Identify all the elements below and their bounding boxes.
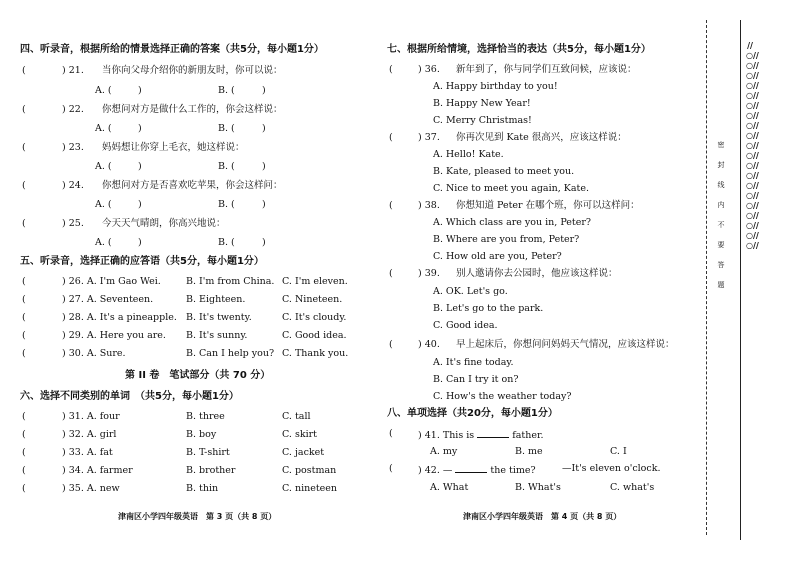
q29 xyxy=(20,330,450,342)
option-b[interactable]: B. ( xyxy=(218,237,235,248)
option-b[interactable]: B. Can I try it on? xyxy=(433,374,519,385)
option-a[interactable]: ) 29. A. Here you are. xyxy=(62,330,166,341)
question-25-text: 今天天气晴朗，你高兴地说： xyxy=(102,218,226,229)
question-39-text: 别人邀请你去公园时，他应该这样说： xyxy=(456,268,618,279)
option-b-close: ) xyxy=(262,85,266,96)
q28 xyxy=(20,312,450,324)
question-40-text: 早上起床后，你想问问妈妈天气情况，应该这样说： xyxy=(456,339,675,350)
option-a[interactable]: A. ( xyxy=(95,237,112,248)
option-b[interactable]: B. thin xyxy=(186,483,219,494)
option-b[interactable]: B. ( xyxy=(218,199,235,210)
option-b[interactable]: B. Happy New Year! xyxy=(433,98,531,109)
option-a-close: ) xyxy=(138,237,142,248)
seal-char: 线 xyxy=(717,181,725,189)
binding-line xyxy=(746,40,758,530)
option-a[interactable]: A. ( xyxy=(95,123,112,134)
option-a[interactable]: ) 32. A. girl xyxy=(62,429,117,440)
option-b[interactable]: B. me xyxy=(515,446,543,457)
answer-blank[interactable] xyxy=(455,463,487,473)
answer-paren[interactable]: ( xyxy=(22,330,26,341)
option-b-close: ) xyxy=(262,199,266,210)
question-25: ) 25. xyxy=(62,218,84,229)
q32 xyxy=(20,429,450,441)
q35 xyxy=(20,483,450,495)
answer-paren[interactable]: ( xyxy=(22,65,26,76)
option-a[interactable]: A. Which class are you in, Peter? xyxy=(433,217,592,228)
option-a[interactable]: ) 27. A. Seventeen. xyxy=(62,294,154,305)
option-a[interactable]: ) 35. A. new xyxy=(62,483,120,494)
section-8-title: 八、单项选择（共20分，每小题1分） xyxy=(387,408,558,419)
question-36-text: 新年到了，你与同学们互致问候，应该说： xyxy=(456,64,637,75)
option-c[interactable]: C. Merry Christmas! xyxy=(433,115,532,126)
option-b[interactable]: B. brother xyxy=(186,465,236,476)
option-a[interactable]: A. Happy birthday to you! xyxy=(433,81,558,92)
option-c[interactable]: C. jacket xyxy=(282,447,325,458)
answer-paren[interactable]: ( xyxy=(389,64,393,75)
option-a[interactable]: ) 30. A. Sure. xyxy=(62,348,126,359)
q33 xyxy=(20,447,450,459)
option-a[interactable]: A. Hello! Kate. xyxy=(433,149,504,160)
answer-paren[interactable]: ( xyxy=(389,428,393,439)
option-c[interactable]: C. what's xyxy=(610,482,655,493)
answer-paren[interactable]: ( xyxy=(22,348,26,359)
seal-char: 要 xyxy=(717,241,725,249)
question-42-pre: ) 42. — xyxy=(418,465,453,476)
option-a[interactable]: A. ( xyxy=(95,161,112,172)
option-c[interactable]: C. nineteen xyxy=(282,483,338,494)
option-a[interactable]: A. ( xyxy=(95,199,112,210)
q30 xyxy=(20,348,450,360)
question-24-text: 你想问对方是否喜欢吃苹果，你会这样问： xyxy=(102,180,283,191)
option-b[interactable]: B. It's twenty. xyxy=(186,312,252,323)
q31 xyxy=(20,411,450,423)
option-a[interactable]: ) 26. A. I'm Gao Wei. xyxy=(62,276,161,287)
answer-paren[interactable]: ( xyxy=(22,294,26,305)
question-22: ) 22. xyxy=(62,104,84,115)
option-c[interactable]: C. Thank you. xyxy=(282,348,349,359)
option-a[interactable]: A. ( xyxy=(95,85,112,96)
question-36: ) 36. xyxy=(418,64,440,75)
option-b[interactable]: B. T-shirt xyxy=(186,447,230,458)
answer-paren[interactable]: ( xyxy=(22,276,26,287)
answer-paren[interactable]: ( xyxy=(22,312,26,323)
option-b[interactable]: B. Eighteen. xyxy=(186,294,246,305)
option-b[interactable]: B. What's xyxy=(515,482,561,493)
option-b-close: ) xyxy=(262,123,266,134)
answer-blank[interactable] xyxy=(477,428,509,438)
option-c[interactable]: C. How old are you, Peter? xyxy=(433,251,562,262)
question-21: ) 21. xyxy=(62,65,84,76)
option-b[interactable]: B. boy xyxy=(186,429,217,440)
option-a-close: ) xyxy=(138,199,142,210)
option-b[interactable]: B. Can I help you? xyxy=(186,348,275,359)
answer-paren[interactable]: ( xyxy=(389,463,393,474)
option-c[interactable]: C. skirt xyxy=(282,429,317,440)
question-37: ) 37. xyxy=(418,132,440,143)
option-b[interactable]: B. three xyxy=(186,411,225,422)
seal-char: 内 xyxy=(717,201,725,209)
seal-char: 题 xyxy=(717,281,725,289)
option-b[interactable]: B. ( xyxy=(218,85,235,96)
answer-paren[interactable]: ( xyxy=(389,268,393,279)
section-4-title: 四、听录音，根据所给的情景选择正确的答案（共5分，每小题1分） xyxy=(20,44,324,55)
question-40: ) 40. xyxy=(418,339,440,350)
option-b[interactable]: B. Kate, pleased to meet you. xyxy=(433,166,575,177)
seal-char: 不 xyxy=(717,221,725,229)
binding-border xyxy=(740,20,741,540)
option-b[interactable]: B. ( xyxy=(218,161,235,172)
section-6-title: 六、选择不同类别的单词 （共5分，每小题1分） xyxy=(20,391,239,402)
option-a[interactable]: A. It's fine today. xyxy=(433,357,514,368)
question-24: ) 24. xyxy=(62,180,84,191)
question-38-text: 你想知道 Peter 在哪个班，你可以这样问： xyxy=(456,200,640,211)
question-23-text: 妈妈想让你穿上毛衣，她这样说： xyxy=(102,142,245,153)
seal-text xyxy=(713,135,729,415)
option-c[interactable]: C. postman xyxy=(282,465,337,476)
option-c[interactable]: C. Good idea. xyxy=(282,330,347,341)
seal-char: 封 xyxy=(717,161,725,169)
option-c[interactable]: C. I xyxy=(610,446,627,457)
question-38: ) 38. xyxy=(418,200,440,211)
section-5-title: 五、听录音，选择正确的应答语（共5分，每小题1分） xyxy=(20,256,264,267)
option-b-close: ) xyxy=(262,237,266,248)
question-41 xyxy=(418,428,543,442)
option-b[interactable]: B. Where are you from, Peter? xyxy=(433,234,580,245)
answer-paren[interactable]: ( xyxy=(22,447,26,458)
answer-paren[interactable]: ( xyxy=(22,483,26,494)
question-23: ) 23. xyxy=(62,142,84,153)
seal-char: 密 xyxy=(717,141,725,149)
binding-text: //○//○//○//○//○//○//○//○//○//○//○//○//○//○//○//○//○//○//○//○// xyxy=(746,40,759,250)
question-42-response: —It's eleven o'clock. xyxy=(562,463,661,474)
option-a[interactable]: A. my xyxy=(430,446,458,457)
page-3-footer: 津南区小学四年级英语 第 3 页（共 8 页） xyxy=(118,512,277,521)
option-a[interactable]: A. OK. Let's go. xyxy=(433,286,508,297)
option-a[interactable]: ) 34. A. farmer xyxy=(62,465,133,476)
option-c[interactable]: C. Good idea. xyxy=(433,320,498,331)
option-b-close: ) xyxy=(262,161,266,172)
option-a[interactable]: ) 33. A. fat xyxy=(62,447,113,458)
answer-paren[interactable]: ( xyxy=(22,411,26,422)
answer-paren[interactable]: ( xyxy=(22,142,26,153)
answer-paren[interactable]: ( xyxy=(22,429,26,440)
answer-paren[interactable]: ( xyxy=(22,180,26,191)
option-a[interactable]: ) 28. A. It's a pineapple. xyxy=(62,312,177,323)
option-b[interactable]: B. ( xyxy=(218,123,235,134)
answer-paren[interactable]: ( xyxy=(389,339,393,350)
answer-paren[interactable]: ( xyxy=(389,200,393,211)
question-41-pre: ) 41. This is xyxy=(418,430,475,441)
q34 xyxy=(20,465,453,477)
question-22-text: 你想问对方是做什么工作的，你会这样说： xyxy=(102,104,283,115)
answer-paren[interactable]: ( xyxy=(22,218,26,229)
option-a-close: ) xyxy=(138,85,142,96)
option-b[interactable]: B. I'm from China. xyxy=(186,276,275,287)
part-2-heading: 第 II 卷 笔试部分（共 70 分） xyxy=(125,370,271,381)
option-a[interactable]: ) 31. A. four xyxy=(62,411,120,422)
question-41-post: father. xyxy=(512,430,544,441)
question-21-text: 当你向父母介绍你的新朋友时，你可以说： xyxy=(102,65,283,76)
option-a-close: ) xyxy=(138,123,142,134)
question-39: ) 39. xyxy=(418,268,440,279)
seal-char: 答 xyxy=(717,261,725,269)
option-c[interactable]: C. Nice to meet you again, Kate. xyxy=(433,183,589,194)
answer-paren[interactable]: ( xyxy=(22,465,26,476)
option-b[interactable]: B. Let's go to the park. xyxy=(433,303,544,314)
option-a-close: ) xyxy=(138,161,142,172)
question-37-text: 你再次见到 Kate 很高兴，应该这样说： xyxy=(456,132,627,143)
option-c[interactable]: C. How's the weather today? xyxy=(433,391,572,402)
section-7-title: 七、根据所给情境，选择恰当的表达（共5分，每小题1分） xyxy=(387,44,651,55)
q26 xyxy=(20,276,450,288)
page-4-footer: 津南区小学四年级英语 第 4 页（共 8 页） xyxy=(463,512,622,521)
question-42-post: the time? xyxy=(490,465,536,476)
q27 xyxy=(20,294,450,306)
option-c[interactable]: C. tall xyxy=(282,411,311,422)
option-c[interactable]: C. It's cloudy. xyxy=(282,312,347,323)
option-a[interactable]: A. What xyxy=(430,482,469,493)
answer-paren[interactable]: ( xyxy=(22,104,26,115)
fold-line xyxy=(706,20,707,535)
option-c[interactable]: C. I'm eleven. xyxy=(282,276,348,287)
option-c[interactable]: C. Nineteen. xyxy=(282,294,343,305)
question-42 xyxy=(418,463,536,477)
option-b[interactable]: B. It's sunny. xyxy=(186,330,248,341)
answer-paren[interactable]: ( xyxy=(389,132,393,143)
